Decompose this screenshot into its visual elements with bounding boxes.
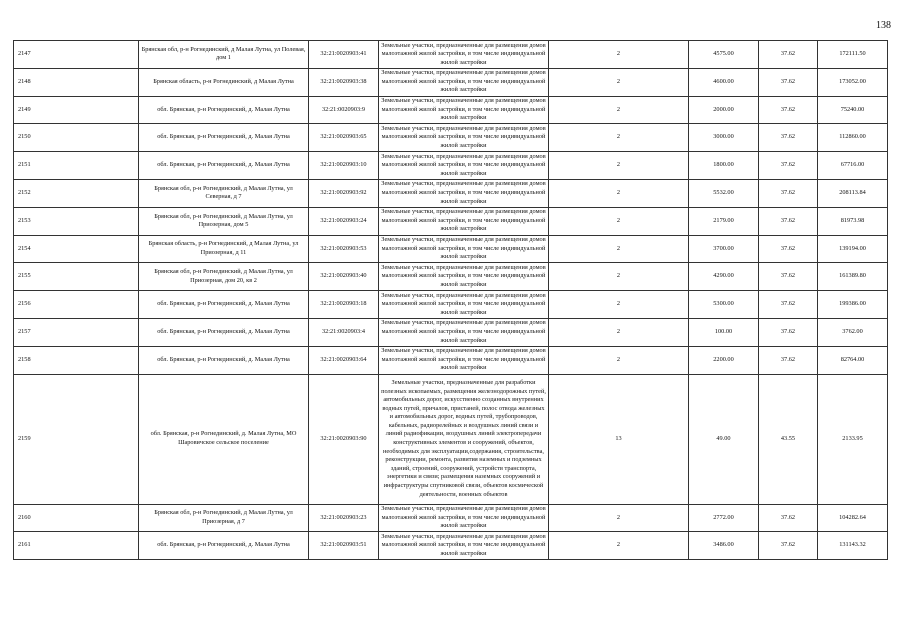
area-cell: 3700.00 — [689, 235, 759, 263]
cadastral-value-cell: 208113.84 — [818, 179, 888, 207]
table-row — [14, 179, 888, 207]
area-cell: 2179.00 — [689, 207, 759, 235]
purpose-group-cell: 2 — [549, 318, 689, 346]
address-cell: Брянская область, р-н Рогнединский, д Малая Лутна, ул Приозерная, д 11 — [139, 235, 309, 263]
area-cell: 3486.00 — [689, 532, 759, 560]
address-cell: Брянская обл, р-н Рогнединский, д Малая Лутна, ул Приозерная, дом 5 — [139, 207, 309, 235]
table-row — [14, 235, 888, 263]
row-number-cell: 2150 — [14, 124, 139, 152]
address-cell: обл. Брянская, р-н Рогнединский, д. Малая Лутна — [139, 124, 309, 152]
specific-value-cell: 37.62 — [759, 263, 818, 291]
table-row — [14, 96, 888, 124]
purpose-group-cell: 2 — [549, 263, 689, 291]
cadastral-number-cell: 32:21:0020903:10 — [309, 152, 379, 180]
cadastral-number-cell: 32:21:0020903:65 — [309, 124, 379, 152]
cadastral-number-cell: 32:21:0020903:24 — [309, 207, 379, 235]
address-cell: Брянская область, р-н Рогнединский, д Малая Лутна — [139, 68, 309, 96]
row-number-cell: 2156 — [14, 291, 139, 319]
purpose-group-cell: 2 — [549, 68, 689, 96]
cadastral-value-cell: 172111.50 — [818, 41, 888, 69]
land-purpose-cell: Земельные участки, предназначенные для размещения домов малоэтажной жилой застройки, в том числе индивидуальной жилой застройки — [379, 152, 549, 180]
page-number: 138 — [876, 20, 891, 31]
land-purpose-cell: Земельные участки, предназначенные для размещения домов малоэтажной жилой застройки, в том числе индивидуальной жилой застройки — [379, 41, 549, 69]
table-row — [14, 68, 888, 96]
address-cell: Брянская обл, р-н Рогнединский, д Малая Лутна, ул Полевая, дом 1 — [139, 41, 309, 69]
specific-value-cell: 37.62 — [759, 124, 818, 152]
purpose-group-cell: 2 — [549, 235, 689, 263]
cadastral-value-cell: 199386.00 — [818, 291, 888, 319]
purpose-group-cell: 2 — [549, 152, 689, 180]
specific-value-cell: 37.62 — [759, 207, 818, 235]
address-cell: обл. Брянская, р-н Рогнединский, д. Малая Лутна — [139, 346, 309, 374]
cadastral-value-cell: 82764.00 — [818, 346, 888, 374]
area-cell: 2200.00 — [689, 346, 759, 374]
address-cell: Брянская обл, р-н Рогнединский, д Малая Лутна, ул Приозерная, дом 20, кв 2 — [139, 263, 309, 291]
address-cell: Брянская обл, р-н Рогнединский, д Малая Лутна, ул Приозерная, д 7 — [139, 504, 309, 532]
land-purpose-cell: Земельные участки, предназначенные для размещения домов малоэтажной жилой застройки, в том числе индивидуальной жилой застройки — [379, 504, 549, 532]
registry-table — [13, 40, 888, 560]
cadastral-number-cell: 32:21:0020903:51 — [309, 532, 379, 560]
row-number-cell: 2152 — [14, 179, 139, 207]
purpose-group-cell: 2 — [549, 291, 689, 319]
land-purpose-cell: Земельные участки, предназначенные для размещения домов малоэтажной жилой застройки, в том числе индивидуальной жилой застройки — [379, 68, 549, 96]
cadastral-number-cell: 32:21:0020903:38 — [309, 68, 379, 96]
row-number-cell: 2161 — [14, 532, 139, 560]
table-row — [14, 318, 888, 346]
row-number-cell: 2155 — [14, 263, 139, 291]
area-cell: 4290.00 — [689, 263, 759, 291]
purpose-group-cell: 2 — [549, 532, 689, 560]
purpose-group-cell: 2 — [549, 124, 689, 152]
table-row — [14, 124, 888, 152]
specific-value-cell: 37.62 — [759, 235, 818, 263]
purpose-group-cell: 2 — [549, 179, 689, 207]
cadastral-number-cell: 32:21:0020903:53 — [309, 235, 379, 263]
land-purpose-cell: Земельные участки, предназначенные для размещения домов малоэтажной жилой застройки, в том числе индивидуальной жилой застройки — [379, 318, 549, 346]
address-cell: Брянская обл, р-н Рогнединский, д Малая Лутна, ул Северная, д 7 — [139, 179, 309, 207]
row-number-cell: 2153 — [14, 207, 139, 235]
area-cell: 100.00 — [689, 318, 759, 346]
land-purpose-cell: Земельные участки, предназначенные для размещения домов малоэтажной жилой застройки, в том числе индивидуальной жилой застройки — [379, 291, 549, 319]
land-purpose-cell: Земельные участки, предназначенные для размещения домов малоэтажной жилой застройки, в том числе индивидуальной жилой застройки — [379, 346, 549, 374]
land-purpose-cell: Земельные участки, предназначенные для размещения домов малоэтажной жилой застройки, в том числе индивидуальной жилой застройки — [379, 124, 549, 152]
cadastral-value-cell: 67716.00 — [818, 152, 888, 180]
address-cell: обл. Брянская, р-н Рогнединский, д. Малая Лутна, МО Шаровичское сельское поселение — [139, 374, 309, 504]
row-number-cell: 2159 — [14, 374, 139, 504]
specific-value-cell: 37.62 — [759, 346, 818, 374]
area-cell: 1800.00 — [689, 152, 759, 180]
cadastral-value-cell: 131143.32 — [818, 532, 888, 560]
cadastral-number-cell: 32:21:0020903:4 — [309, 318, 379, 346]
cadastral-value-cell: 139194.00 — [818, 235, 888, 263]
cadastral-value-cell: 81973.98 — [818, 207, 888, 235]
land-purpose-cell: Земельные участки, предназначенные для размещения домов малоэтажной жилой застройки, в том числе индивидуальной жилой застройки — [379, 207, 549, 235]
row-number-cell: 2147 — [14, 41, 139, 69]
specific-value-cell: 37.62 — [759, 291, 818, 319]
row-number-cell: 2154 — [14, 235, 139, 263]
specific-value-cell: 37.62 — [759, 96, 818, 124]
land-purpose-cell: Земельные участки, предназначенные для размещения домов малоэтажной жилой застройки, в том числе индивидуальной жилой застройки — [379, 235, 549, 263]
address-cell: обл. Брянская, р-н Рогнединский, д. Малая Лутна — [139, 96, 309, 124]
land-purpose-cell: Земельные участки, предназначенные для размещения домов малоэтажной жилой застройки, в том числе индивидуальной жилой застройки — [379, 263, 549, 291]
address-cell: обл. Брянская, р-н Рогнединский, д. Малая Лутна — [139, 318, 309, 346]
area-cell: 2000.00 — [689, 96, 759, 124]
cadastral-value-cell: 75240.00 — [818, 96, 888, 124]
cadastral-number-cell: 32:21:0020903:18 — [309, 291, 379, 319]
specific-value-cell: 37.62 — [759, 41, 818, 69]
area-cell: 5300.00 — [689, 291, 759, 319]
land-purpose-cell: Земельные участки, предназначенные для размещения домов малоэтажной жилой застройки, в том числе индивидуальной жилой застройки — [379, 532, 549, 560]
area-cell: 2772.00 — [689, 504, 759, 532]
table-row — [14, 504, 888, 532]
row-number-cell: 2149 — [14, 96, 139, 124]
address-cell: обл. Брянская, р-н Рогнединский, д. Малая Лутна — [139, 152, 309, 180]
table-row — [14, 346, 888, 374]
row-number-cell: 2151 — [14, 152, 139, 180]
cadastral-number-cell: 32:21:0020903:90 — [309, 374, 379, 504]
land-purpose-cell: Земельные участки, предназначенные для разработки полезных ископаемых, размещения железнодорожных путей, автомобильных дорог, искусственно созданных внутренних водных путей, причалов, пристаней, полос отвода железных и автомобильных дорог, водных путей, трубопроводов, кабельных, радиорелейных и воздушных линий связи и линий радиофикации, воздушных линий электропередачи конструктивных элементов и сооружений, объектов, необходимых для эксплуатации,содержания, строительства, реконструкции, ремонта, развития наземных и подземных зданий, строений, сооружений, устройств транспорта, энергетики и связи; размещения наземных сооружений и инфраструктуры спутниковой связи, объектов космической деятельности, военных объектов — [379, 374, 549, 504]
table-row — [14, 374, 888, 504]
cadastral-number-cell: 32:21:0020903:64 — [309, 346, 379, 374]
land-purpose-cell: Земельные участки, предназначенные для размещения домов малоэтажной жилой застройки, в том числе индивидуальной жилой застройки — [379, 179, 549, 207]
row-number-cell: 2160 — [14, 504, 139, 532]
cadastral-number-cell: 32:21:0020903:41 — [309, 41, 379, 69]
area-cell: 3000.00 — [689, 124, 759, 152]
specific-value-cell: 37.62 — [759, 504, 818, 532]
table-row — [14, 152, 888, 180]
specific-value-cell: 37.62 — [759, 532, 818, 560]
area-cell: 4575.00 — [689, 41, 759, 69]
specific-value-cell: 37.62 — [759, 68, 818, 96]
area-cell: 4600.00 — [689, 68, 759, 96]
table-row — [14, 291, 888, 319]
specific-value-cell: 43.55 — [759, 374, 818, 504]
row-number-cell: 2148 — [14, 68, 139, 96]
cadastral-number-cell: 32:21:0020903:9 — [309, 96, 379, 124]
purpose-group-cell: 13 — [549, 374, 689, 504]
cadastral-value-cell: 112860.00 — [818, 124, 888, 152]
table-row — [14, 207, 888, 235]
purpose-group-cell: 2 — [549, 96, 689, 124]
table-row — [14, 41, 888, 69]
cadastral-number-cell: 32:21:0020903:40 — [309, 263, 379, 291]
cadastral-value-cell: 161389.80 — [818, 263, 888, 291]
area-cell: 49.00 — [689, 374, 759, 504]
purpose-group-cell: 2 — [549, 346, 689, 374]
table-row — [14, 263, 888, 291]
purpose-group-cell: 2 — [549, 504, 689, 532]
land-purpose-cell: Земельные участки, предназначенные для размещения домов малоэтажной жилой застройки, в том числе индивидуальной жилой застройки — [379, 96, 549, 124]
cadastral-number-cell: 32:21:0020903:23 — [309, 504, 379, 532]
cadastral-number-cell: 32:21:0020903:92 — [309, 179, 379, 207]
purpose-group-cell: 2 — [549, 207, 689, 235]
cadastral-value-cell: 173052.00 — [818, 68, 888, 96]
purpose-group-cell: 2 — [549, 41, 689, 69]
cadastral-value-cell: 3762.00 — [818, 318, 888, 346]
cadastral-value-cell: 104282.64 — [818, 504, 888, 532]
row-number-cell: 2158 — [14, 346, 139, 374]
specific-value-cell: 37.62 — [759, 152, 818, 180]
area-cell: 5532.00 — [689, 179, 759, 207]
address-cell: обл. Брянская, р-н Рогнединский, д. Малая Лутна — [139, 291, 309, 319]
address-cell: обл. Брянская, р-н Рогнединский, д. Малая Лутна — [139, 532, 309, 560]
specific-value-cell: 37.62 — [759, 318, 818, 346]
table-row — [14, 532, 888, 560]
cadastral-value-cell: 2133.95 — [818, 374, 888, 504]
row-number-cell: 2157 — [14, 318, 139, 346]
specific-value-cell: 37.62 — [759, 179, 818, 207]
registry-rows — [14, 41, 888, 560]
